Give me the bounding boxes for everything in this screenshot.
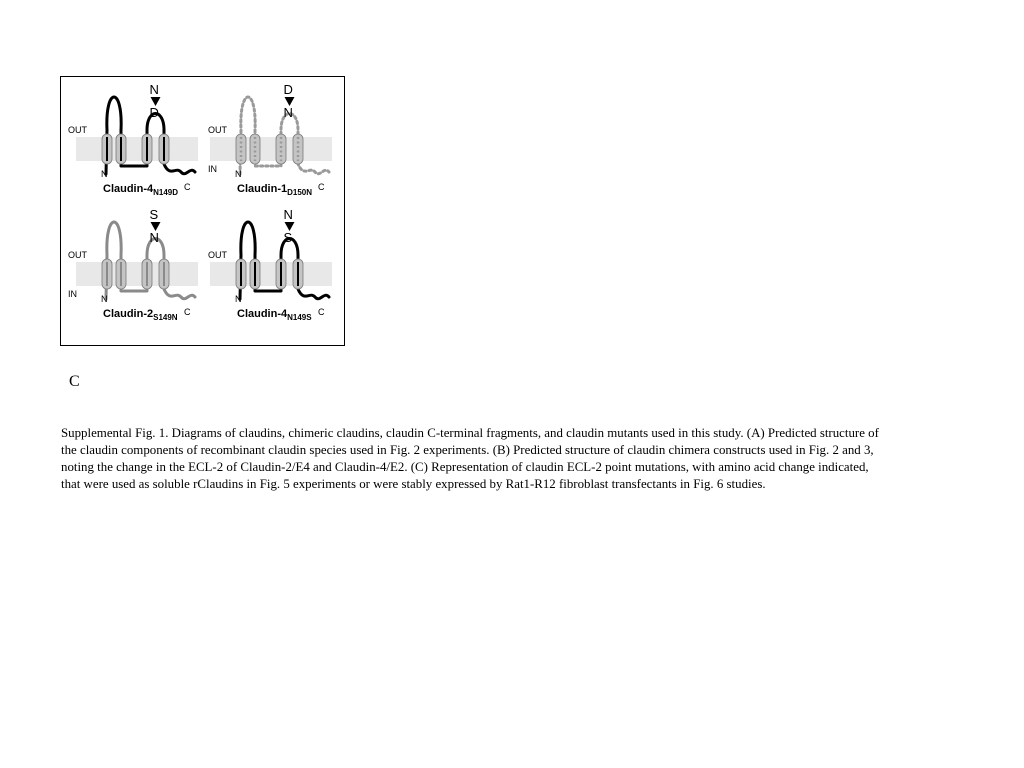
aa-mutant-label: S: [283, 230, 293, 245]
claudin-panel-3: [68, 207, 198, 322]
mutation-subscript: S149N: [153, 313, 178, 322]
claudin-panel-2: [208, 82, 332, 197]
claudin-panel-1: [68, 82, 198, 197]
claudin-mutant-figure: [60, 76, 345, 346]
aa-mutant-label: N: [283, 105, 293, 120]
claudin-name: Claudin-2: [103, 308, 154, 320]
claudin-name-label: [237, 183, 312, 197]
claudin-name: Claudin-4: [237, 308, 288, 320]
mutation-subscript: D150N: [287, 188, 313, 197]
in-label: IN: [208, 164, 217, 174]
aa-original-label: D: [283, 82, 293, 97]
membrane-band: [76, 262, 198, 286]
claudin-name-label: [237, 308, 312, 322]
aa-original-label: N: [283, 207, 293, 222]
mutation-subscript: N149S: [287, 313, 312, 322]
claudin-name-label: [103, 308, 178, 322]
n-terminus-label: N: [101, 169, 108, 179]
out-label: OUT: [208, 125, 227, 135]
aa-mutant-label: N: [149, 230, 159, 245]
claudin-name: Claudin-4: [103, 183, 154, 195]
out-label: OUT: [68, 125, 87, 135]
out-label: OUT: [208, 250, 227, 260]
claudin-diagram-svg: [61, 77, 346, 347]
c-terminus-label: C: [184, 182, 191, 192]
membrane-band: [210, 137, 332, 161]
n-terminus-label: N: [235, 169, 242, 179]
figure-caption: Supplemental Fig. 1. Diagrams of claudins, chimeric claudins, claudin C-terminal fragments, and claudin mutants used in this study. (A) Predicted structure of the claudin components of recombinant claudin species used in Fig. 2 experiments. (B) Predicted structure of claudin chimera constructs used in Fig. 2 and 3, noting the change in the ECL-2 of Claudin-2/E4 and Claudin-4/E2. (C) Representation of claudin ECL-2 point mutations, with amino acid change indicated, that were used as soluble rClaudins in Fig. 5 experiments or were stably expressed by Rat1-R12 fibroblast transfectants in Fig. 6 studies.: [61, 426, 879, 491]
membrane-band: [210, 262, 332, 286]
c-terminus-label: C: [184, 307, 191, 317]
c-terminus-label: C: [318, 182, 325, 192]
n-terminus-label: N: [235, 294, 242, 304]
claudin-panel-4: [208, 207, 332, 322]
aa-original-label: S: [149, 207, 159, 222]
in-label: IN: [68, 289, 77, 299]
mutation-subscript: N149D: [153, 188, 179, 197]
panel-letter: C: [69, 373, 80, 390]
aa-original-label: N: [149, 82, 159, 97]
n-terminus-label: N: [101, 294, 108, 304]
membrane-band: [76, 137, 198, 161]
aa-mutant-label: D: [149, 105, 159, 120]
claudin-name-label: [103, 183, 178, 197]
c-terminus-label: C: [318, 307, 325, 317]
out-label: OUT: [68, 250, 87, 260]
claudin-name: Claudin-1: [237, 183, 288, 195]
